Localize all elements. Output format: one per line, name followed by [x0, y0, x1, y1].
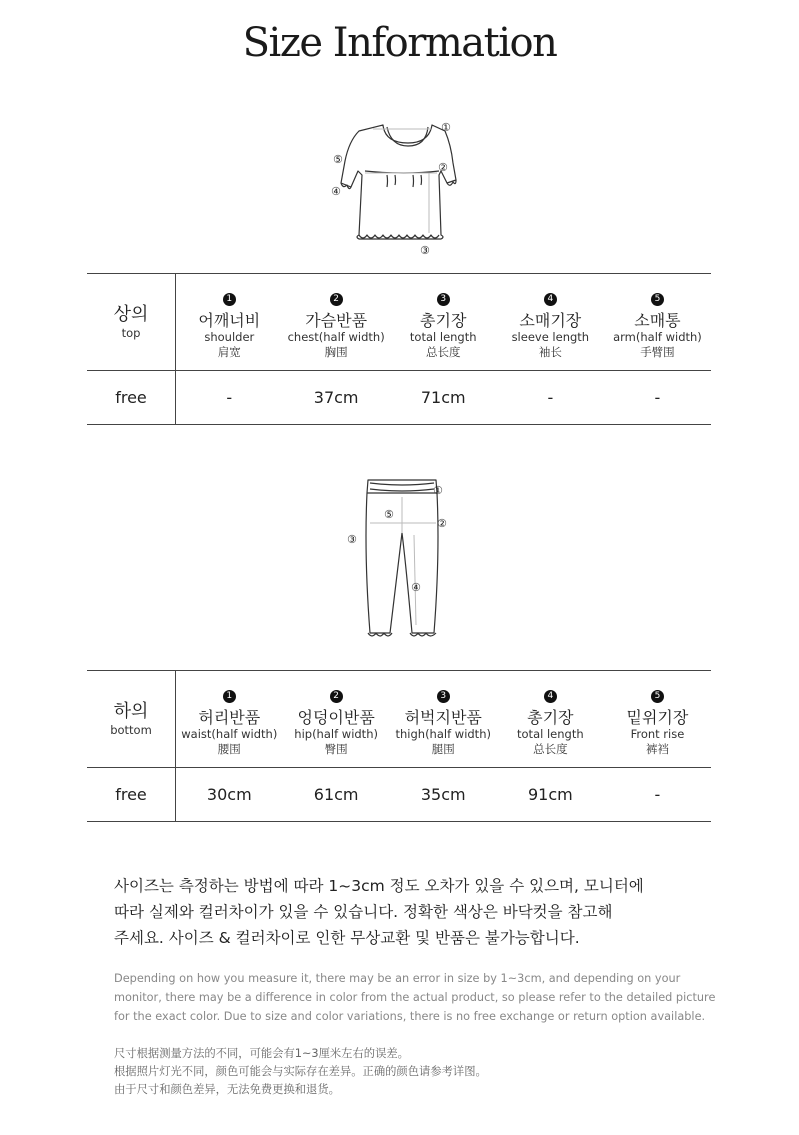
header-ko: 밑위기장 [626, 707, 689, 727]
table-row [87, 768, 711, 822]
header-cell [497, 274, 604, 371]
value-cell: 30cm [176, 768, 283, 822]
header-en: chest(half width) [287, 329, 385, 344]
bottom-size-table [87, 670, 711, 822]
number-badge: 1 [223, 293, 236, 306]
header-cn: 总长度 [425, 344, 461, 359]
header-cn: 袖长 [538, 344, 562, 359]
notice-line: 尺寸根据测量方法的不同，可能会有1~3厘米左右的误差。 [114, 1047, 409, 1060]
header-ko: 허벅지반품 [404, 707, 482, 727]
header-ko: 총기장 [420, 310, 467, 330]
notice-line: Depending on how you measure it, there may be an error in size by 1~3cm, and depending on your [114, 972, 681, 985]
header-cn: 手臂围 [640, 344, 675, 359]
header-ko: 소매기장 [519, 310, 582, 330]
category-cell [87, 671, 176, 768]
value-cell: 91cm [497, 768, 604, 822]
notice-line: monitor, there may be a difference in color from the actual product, so please refer to the detailed picture [114, 991, 716, 1004]
svg-text:①: ① [441, 121, 451, 134]
header-ko: 가슴반품 [305, 310, 368, 330]
header-en: shoulder [204, 329, 255, 344]
row-label: free [87, 768, 176, 822]
header-ko: 총기장 [527, 707, 574, 727]
header-ko: 어깨너비 [198, 310, 261, 330]
header-cell [604, 274, 711, 371]
notice-korean [114, 873, 714, 951]
value-cell: - [176, 371, 283, 425]
notice-english [114, 969, 714, 1026]
header-en: sleeve length [511, 329, 590, 344]
header-en: hip(half width) [294, 726, 378, 741]
value-cell: 37cm [283, 371, 390, 425]
svg-text:④: ④ [411, 581, 421, 594]
notice-line: 由于尺寸和颜色差异，无法免费更换和退货。 [114, 1083, 340, 1096]
page-title: Size Information [242, 20, 557, 66]
number-badge: 1 [223, 690, 236, 703]
header-cn: 腿围 [431, 741, 455, 756]
notice-line: for the exact color. Due to size and color variations, there is no free exchange or return option available. [114, 1010, 706, 1023]
value-cell: - [604, 371, 711, 425]
svg-text:④: ④ [331, 185, 341, 198]
notice-chinese [114, 1045, 714, 1099]
notice-line: 따라 실제와 컬러차이가 있을 수 있습니다. 정확한 색상은 바닥컷을 참고해 [114, 903, 613, 921]
number-badge: 3 [437, 690, 450, 703]
category-cell [87, 274, 176, 371]
header-cell [283, 671, 390, 768]
svg-text:①: ① [433, 484, 443, 497]
header-ko: 엉덩이반품 [297, 707, 375, 727]
value-cell: 71cm [390, 371, 497, 425]
number-badge: 2 [330, 293, 343, 306]
header-cell [176, 671, 283, 768]
header-en: total length [409, 329, 477, 344]
header-cell [390, 671, 497, 768]
category-en: top [121, 325, 141, 340]
header-en: thigh(half width) [395, 726, 491, 741]
category-en: bottom [110, 722, 152, 737]
top-garment-diagram [325, 115, 465, 260]
number-badge: 2 [330, 690, 343, 703]
header-en: Front rise [630, 726, 685, 741]
header-cn: 臀围 [324, 741, 348, 756]
header-cn: 胸围 [324, 344, 348, 359]
svg-text:②: ② [438, 161, 448, 174]
number-badge: 4 [544, 293, 557, 306]
header-en: arm(half width) [613, 329, 702, 344]
top-size-table [87, 273, 711, 425]
row-label: free [87, 371, 176, 425]
value-cell: - [604, 768, 711, 822]
notice-line: 根据照片灯光不同，颜色可能会与实际存在差异。正确的颜色请参考详图。 [114, 1065, 487, 1078]
svg-text:③: ③ [347, 533, 357, 546]
category-ko: 하의 [113, 700, 149, 722]
svg-text:⑤: ⑤ [384, 508, 394, 521]
table-header-row [87, 274, 711, 371]
svg-text:③: ③ [420, 244, 430, 257]
header-en: total length [517, 726, 584, 741]
header-cn: 裤裆 [645, 741, 669, 756]
notice-line: 주세요. 사이즈 & 컬러차이로 인한 무상교환 및 반품은 불가능합니다. [114, 929, 580, 947]
header-cell [390, 274, 497, 371]
header-ko: 소매통 [634, 310, 681, 330]
pants-diagram [340, 475, 460, 650]
notice-line: 사이즈는 측정하는 방법에 따라 1~3cm 정도 오차가 있을 수 있으며, 모니터에 [114, 877, 644, 895]
value-cell: 35cm [390, 768, 497, 822]
number-badge: 4 [544, 690, 557, 703]
header-cn: 腰围 [217, 741, 241, 756]
header-cell [283, 274, 390, 371]
table-row [87, 371, 711, 425]
number-badge: 3 [437, 293, 450, 306]
header-cell [497, 671, 604, 768]
header-en: waist(half width) [181, 726, 278, 741]
header-cell [604, 671, 711, 768]
number-badge: 5 [651, 690, 664, 703]
header-cn: 肩宽 [217, 344, 241, 359]
value-cell: - [497, 371, 604, 425]
header-ko: 허리반품 [198, 707, 261, 727]
svg-text:②: ② [437, 517, 447, 530]
header-cell [176, 274, 283, 371]
value-cell: 61cm [283, 768, 390, 822]
category-ko: 상의 [113, 303, 149, 325]
svg-text:⑤: ⑤ [333, 153, 343, 166]
number-badge: 5 [651, 293, 664, 306]
header-cn: 总长度 [533, 741, 568, 756]
table-header-row [87, 671, 711, 768]
